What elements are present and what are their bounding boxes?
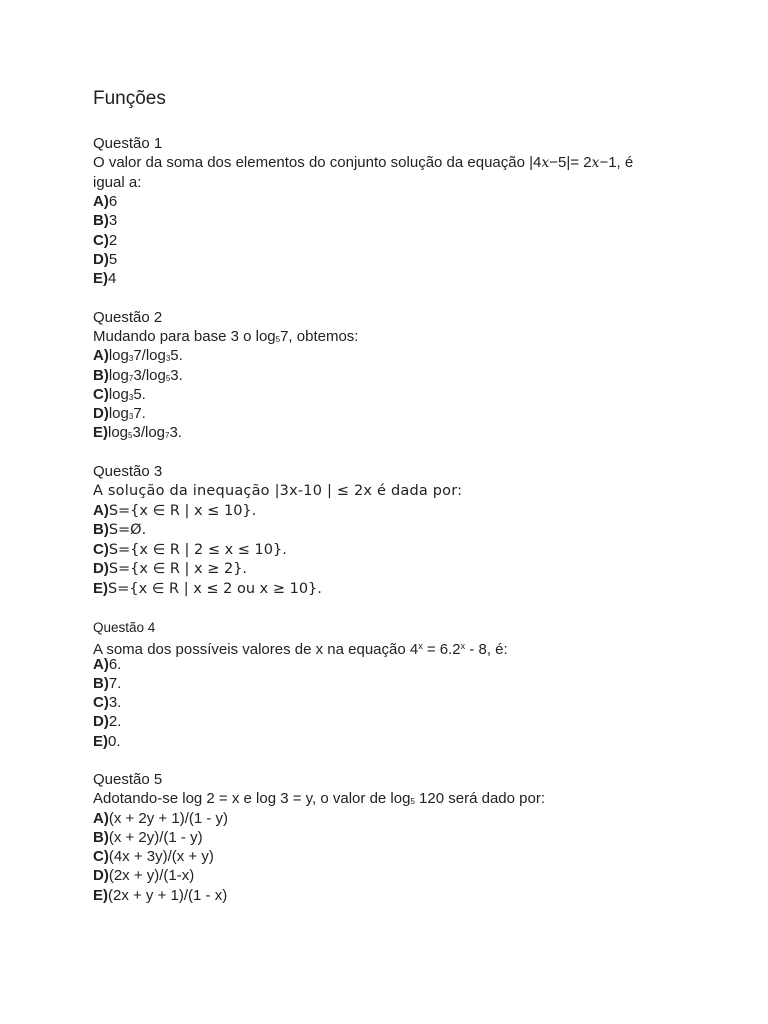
question-2-option-d: D)log37. xyxy=(93,405,146,422)
question-1-stem: O valor da soma dos elementos do conjunto solução da equação |4x−5|= 2x−1, é xyxy=(93,154,634,171)
question-2-stem: Mudando para base 3 o log57, obtemos: xyxy=(93,328,359,345)
question-1-option-d: D)5 xyxy=(93,251,118,268)
question-1-option-b: B)3 xyxy=(93,212,118,229)
question-1-option-a: A)6 xyxy=(93,193,118,210)
question-5-option-d: D)(2x + y)/(1-x) xyxy=(93,867,195,884)
question-3-option-a: A)S={x ∈ R | x ≤ 10}. xyxy=(93,502,257,519)
question-5-option-a: A)(x + 2y + 1)/(1 - y) xyxy=(93,810,229,827)
question-4-option-a: A)6. xyxy=(93,656,122,673)
question-1-option-e: E)4 xyxy=(93,270,117,287)
question-3-option-d: D)S={x ∈ R | x ≥ 2}. xyxy=(93,560,248,577)
question-2-option-b: B)log73/log53. xyxy=(93,367,183,384)
question-1-option-c: C)2 xyxy=(93,232,118,249)
question-3-option-c: C)S={x ∈ R | 2 ≤ x ≤ 10}. xyxy=(93,541,287,558)
question-3-option-e: E)S={x ∈ R | x ≤ 2 ou x ≥ 10}. xyxy=(93,580,322,597)
question-1-stem-line2: igual a: xyxy=(93,174,142,191)
page-title: Funções xyxy=(93,88,166,109)
question-5-option-c: C)(4x + 3y)/(x + y) xyxy=(93,848,214,865)
question-4-option-e: E)0. xyxy=(93,733,121,750)
question-2-heading: Questão 2 xyxy=(93,309,163,326)
question-2-option-a: A)log37/log35. xyxy=(93,347,183,364)
question-3-option-b: B)S=Ø. xyxy=(93,521,147,538)
question-5-stem: Adotando-se log 2 = x e log 3 = y, o valor de log5 120 será dado por: xyxy=(93,790,545,807)
question-2-option-c: C)log35. xyxy=(93,386,146,403)
question-4-stem: A soma dos possíveis valores de x na equação $4^x = 6.2^x - 8$, é: xyxy=(93,641,508,658)
question-3-heading: Questão 3 xyxy=(93,463,163,480)
question-3-stem: A solução da inequação |3x-10 | ≤ 2x é dada por: xyxy=(93,483,463,499)
question-4-option-c: C)3. xyxy=(93,694,122,711)
question-5-heading: Questão 5 xyxy=(93,771,163,788)
question-5-option-e: E)(2x + y + 1)/(1 - x) xyxy=(93,887,228,904)
question-4-heading: Questão 4 xyxy=(93,620,156,635)
question-2-option-e: E)log53/log73. xyxy=(93,424,182,441)
question-1-heading: Questão 1 xyxy=(93,135,163,152)
question-5-option-b: B)(x + 2y)/(1 - y) xyxy=(93,829,203,846)
question-4-option-d: D)2. xyxy=(93,713,122,730)
question-4-option-b: B)7. xyxy=(93,675,122,692)
